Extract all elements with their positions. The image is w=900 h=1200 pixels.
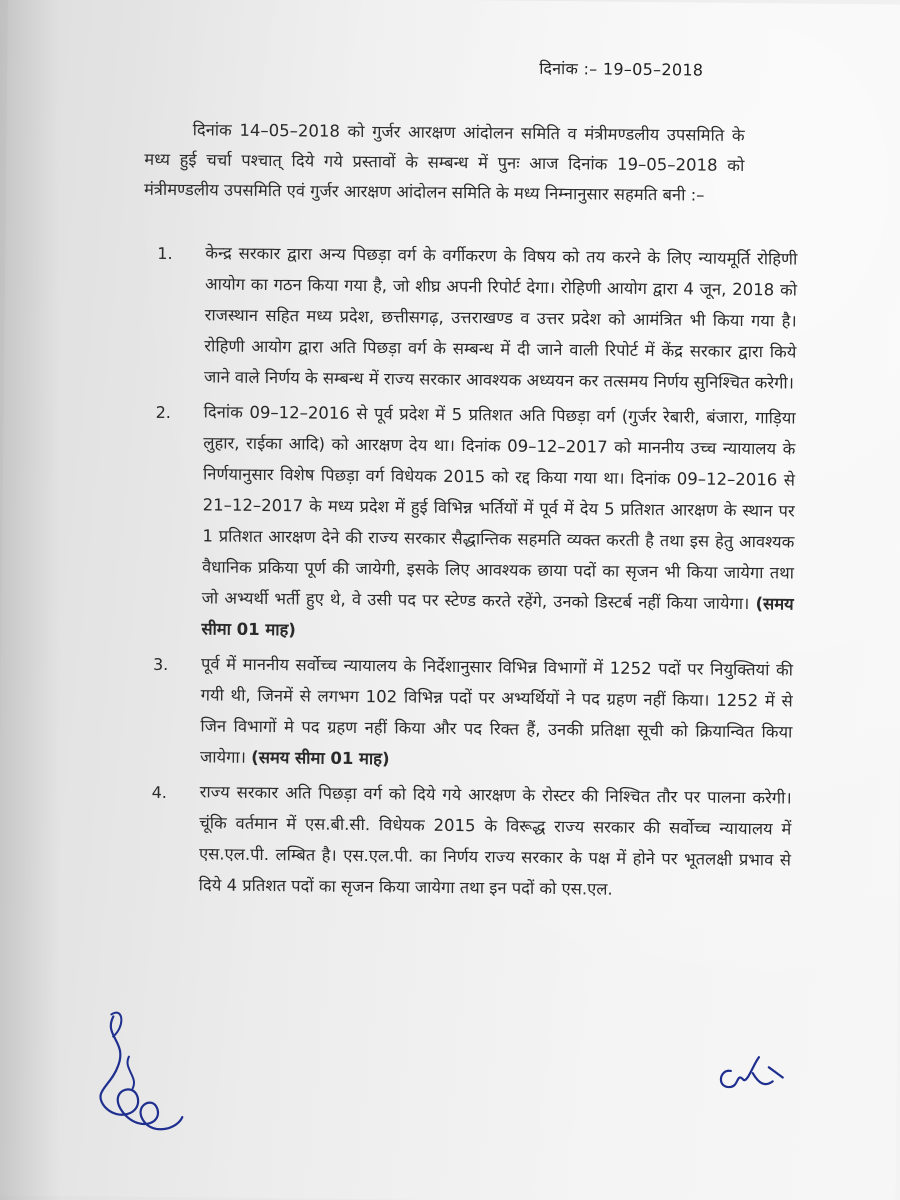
point-number: 1. — [157, 243, 173, 264]
signature-left-icon — [82, 996, 194, 1147]
agreement-point — [156, 237, 798, 399]
agreement-point — [151, 776, 792, 907]
point-text: पूर्व में माननीय सर्वोच्च न्यायालय के निर्देशानुसार विभिन्न विभागों में 1252 पदों पर नियुक्तियां की गयी थी, जिनमें से लगभग 102 विभिन्न पदों पर अभ्यर्थियों ने पद ग्रहण नहीं किया। 1252 में से जिन विभागों मे पद ग्रहण नहीं किया और पद रिक्त हैं, उनकी प्रतिक्षा सूची को क्रियान्वित किया जायेगा। — [199, 654, 794, 767]
point-deadline: (समय सीमा 01 माह) — [251, 747, 390, 769]
point-text: दिनांक 09–12–2016 से पूर्व प्रदेश में 5 प्रतिशत अति पिछड़ा वर्ग (गुर्जर रेबारी, बंजारा, गाड़िया लुहार, राईका आदि) को आरक्षण देय था। दिनांक 09–12–2017 को माननीय उच्च न्यायालय के निर्णयानुसार विशेष पिछड़ा वर्ग विधेयक 2015 को रद्द किया गया था। दिनांक 09–12–2016 से 21–12–2017 के मध्य प्रदेश में हुई विभिन्न भर्तियों में पूर्व में देय 5 प्रतिशत आरक्षण के स्थान पर 1 प्रतिशत आरक्षण देने की राज्य सरकार सैद्धान्तिक सहमति व्यक्त करती है तथा इस हेतु आवश्यक वैधानिक प्रकिया पूर्ण की जायेगी, इसके लिए आवश्यक छाया पदों का सृजन भी किया जायेगा तथा जो अभ्यर्थी भर्ती हुए थे, वे उसी पद पर स्टेण्ड करते रहेंगे, उनको डिस्टर्ब नहीं किया जायेगा। — [201, 402, 796, 614]
agreement-point — [152, 648, 793, 779]
point-text: केन्द्र सरकार द्वारा अन्य पिछड़ा वर्ग के वर्गीकरण के विषय को तय करने के लिए न्यायमूर्ति रोहिणी आयोग का गठन किया गया है, जो शीघ्र अपनी रिपोर्ट देगा। रोहिणी आयोग द्वारा 4 जून, 2018 को राजस्थान सहित मध्य प्रदेश, छत्तीसगढ़, उत्तराखण्ड व उत्तर प्रदेश को आमंत्रित भी किया गया है। रोहिणी आयोग द्वारा अति पिछड़ा वर्ग के सम्बन्ध में दी जाने वाली रिपोर्ट में केंद्र सरकार द्वारा किये जाने वाले निर्णय के सम्बन्ध में राज्य सरकार आवश्यक अध्ययन कर तत्समय निर्णय सुनिश्चित करेगी। — [203, 243, 798, 393]
point-number: 3. — [152, 654, 169, 675]
intro-paragraph: दिनांक 14–05–2018 को गुर्जर आरक्षण आंदोलन समिति व मंत्रीमण्डलीय उपसमिति के मध्य हुई चर्चा पश्चात् दिये गये प्रस्तावों के सम्बन्ध में पुनः आज दिनांक 19–05–2018 को मंत्रीमण्डलीय उपसमिति एवं गुर्जर आरक्षण आंदोलन समिति के मध्य निम्नानुसार सहमति बनी :– — [143, 120, 745, 205]
signature-right-icon — [712, 1043, 793, 1104]
agreement-points — [151, 237, 798, 911]
point-text-wrapper — [200, 648, 793, 778]
point-deadline: (समय सीमा 01 माह) — [201, 594, 794, 640]
document-date: दिनांक :– 19–05–2018 — [539, 58, 704, 80]
point-text-wrapper — [204, 237, 798, 398]
point-text-wrapper — [199, 776, 792, 906]
agreement-point — [153, 396, 796, 651]
point-text-wrapper — [201, 396, 796, 650]
point-number: 4. — [151, 782, 168, 802]
point-text: राज्य सरकार अति पिछड़ा वर्ग को दिये गये आरक्षण के रोस्टर की निश्चित तौर पर पालना करेगी। चूंकि वर्तमान में एस.बी.सी. विधेयक 2015 के विरूद्ध राज्य सरकार की सर्वोच्च न्यायालय में एस.एल.पी. लम्बित है। एस.एल.पी. का निर्णय राज्य सरकार के पक्ष में होने पर भूतलक्षी प्रभाव से दिये 4 प्रतिशत पदों का सृजन किया जायेगा तथा इन पदों को एस.एल. — [198, 782, 792, 899]
point-number: 2. — [155, 402, 172, 423]
